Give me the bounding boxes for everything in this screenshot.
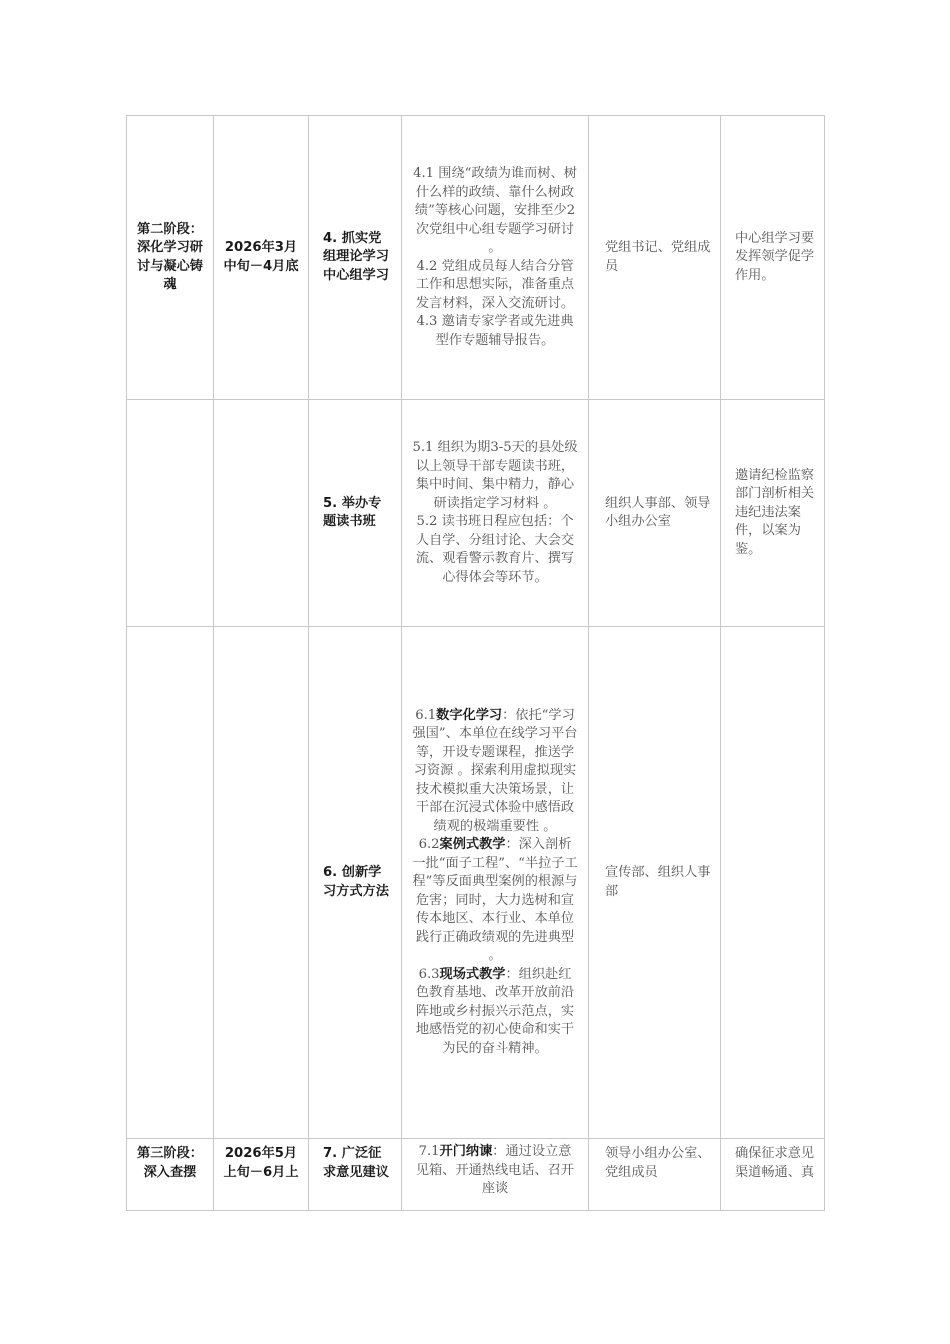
content-cell [402,627,589,1139]
content-item: 5.2 读书班日程应包括：个人自学、分组讨论、大会交流、观看警示教育片、撰写心得体会等环节。 [415,514,575,585]
stage-cell: 第二阶段：深化学习研讨与凝心铸魂 [127,116,214,400]
table-row [127,400,825,627]
time-cell: 2026年5月上旬－6月上 [214,1139,309,1211]
content-cell [402,400,589,627]
responsible-cell: 宣传部、组织人事部 [589,627,721,1139]
task-cell: 4. 抓实党组理论学习中心组学习 [309,116,402,400]
task-cell: 6. 创新学习方式方法 [309,627,402,1139]
stage-cell [127,400,214,627]
content-item: 5.1 组织为期3-5天的县处级以上领导干部专题读书班，集中时间、集中精力，静心研读指定学习材料 。 [412,440,578,511]
responsible-cell: 党组书记、党组成员 [589,116,721,400]
time-cell [214,400,309,627]
work-plan-table [126,115,825,1211]
responsible-cell: 组织人事部、领导小组办公室 [589,400,721,627]
time-cell: 2026年3月中旬－4月底 [214,116,309,400]
stage-cell: 第三阶段：深入查摆 [127,1139,214,1211]
time-cell [214,627,309,1139]
content-item: 6.2案例式教学：深入剖析一批“面子工程”、“半拉子工程”等反面典型案例的根源与危害；同时，大力选树和宣传本地区、本行业、本单位践行正确政绩观的先进典型 。 [412,837,578,964]
content-cell [402,1139,589,1211]
note-cell: 中心组学习要发挥领学促学作用。 [721,116,825,400]
content-item: 7.1开门纳谏：通过设立意见箱、开通热线电话、召开座谈 [415,1144,575,1196]
table-row [127,1139,825,1211]
note-cell: 确保征求意见渠道畅通、真 [721,1139,825,1211]
table-row [127,627,825,1139]
note-cell: 邀请纪检监察部门剖析相关违纪违法案件，以案为鉴。 [721,400,825,627]
responsible-cell: 领导小组办公室、党组成员 [589,1139,721,1211]
content-cell [402,116,589,400]
content-item: 6.3现场式教学：组织赴红色教育基地、改革开放前沿阵地或乡村振兴示范点，实地感悟党的初心使命和实干为民的奋斗精神。 [415,966,575,1056]
table-row [127,116,825,400]
content-item: 4.3 邀请专家学者或先进典型作专题辅导报告。 [416,314,574,348]
content-item: 4.1 围绕“政绩为谁而树、树什么样的政绩、靠什么树政绩”等核心问题，安排至少2次党组中心组专题学习研讨 。 [413,166,577,255]
task-cell: 7. 广泛征求意见建议 [309,1139,402,1211]
content-item: 6.1数字化学习：依托“学习强国”、本单位在线学习平台等，开设专题课程，推送学习资源 。探索利用虚拟现实技术模拟重大决策场景，让干部在沉浸式体验中感悟政绩观的极端重要性 。 [412,707,578,834]
task-cell: 5. 举办专题读书班 [309,400,402,627]
note-cell [721,627,825,1139]
stage-cell [127,627,214,1139]
content-item: 4.2 党组成员每人结合分管工作和思想实际，准备重点发言材料，深入交流研讨。 [415,258,575,311]
